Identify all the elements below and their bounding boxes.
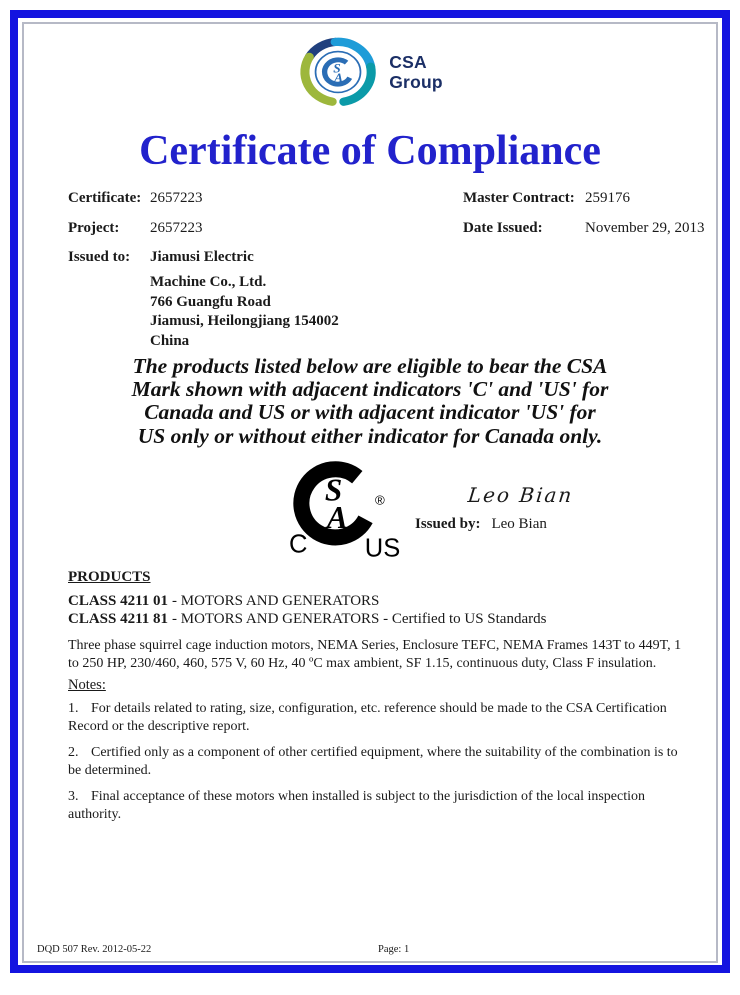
- note-text: Certified only as a component of other certified equipment, where the suitability of the combination is to be determined.: [68, 745, 678, 778]
- logo-monogram-a: A: [334, 71, 344, 86]
- note-text: For details related to rating, size, configuration, etc. reference should be made to the CSA Certification Record or the descriptive report.: [68, 701, 667, 734]
- project-value: 2657223: [150, 220, 203, 236]
- signature: Leo Bian: [466, 483, 575, 507]
- mark-c-indicator: C: [289, 530, 308, 559]
- mark-monogram-a: A: [326, 499, 348, 535]
- footer-page-number: Page: 1: [378, 944, 410, 955]
- eligibility-statement: [0, 355, 740, 448]
- class-code: CLASS 4211 01: [68, 593, 169, 609]
- product-class-row: [68, 593, 379, 610]
- note-number: 1.: [68, 701, 79, 716]
- address-line: 766 Guangfu Road: [150, 293, 271, 310]
- address-line: Machine Co., Ltd.: [150, 274, 267, 290]
- logo-text-line2: Group: [389, 72, 443, 92]
- issued-by-row: [415, 516, 547, 533]
- csa-group-logo-text: [389, 52, 443, 92]
- csa-group-logo: [0, 36, 740, 108]
- statement-line: Canada and US or with adjacent indicator 'US' for: [144, 400, 596, 425]
- note-text: Final acceptance of these motors when installed is subject to the jurisdiction of the local inspection authority.: [68, 789, 646, 822]
- statement-line: Mark shown with adjacent indicators 'C' and 'US' for: [131, 377, 609, 402]
- address-line: China: [150, 332, 190, 349]
- certificate-number-value: 2657223: [150, 190, 203, 206]
- certificate-number-label: Certificate:: [68, 190, 142, 206]
- issued-by-value: Leo Bian: [491, 516, 547, 532]
- mark-us-indicator: US: [364, 534, 401, 562]
- logo-text-line1: CSA: [389, 52, 427, 72]
- master-contract-value: 259176: [585, 190, 630, 206]
- csa-cus-mark-icon: [281, 456, 405, 562]
- statement-line: The products listed below are eligible to bear the CSA: [132, 354, 608, 378]
- class-code: CLASS 4211 81: [68, 611, 169, 627]
- notes-heading: Notes:: [68, 677, 106, 693]
- date-issued-value: November 29, 2013: [585, 220, 705, 236]
- class-description: - MOTORS AND GENERATORS - Certified to US Standards: [172, 611, 547, 627]
- project-label: Project:: [68, 220, 120, 236]
- page-title: Certificate of Compliance: [139, 128, 601, 174]
- product-description: Three phase squirrel cage induction motors, NEMA Series, Enclosure TEFC, NEMA Frames 143T to 449T, 1 to 250 HP, 230/460, 460, 575 V, 60 Hz, 40 ºC max ambient, SF 1.15, continuous duty, Class F insulation.: [68, 638, 682, 671]
- mark-monogram-s: S: [324, 472, 343, 508]
- product-class-row: [68, 611, 546, 628]
- issued-to-address: [150, 273, 339, 351]
- footer-document-ref: DQD 507 Rev. 2012-05-22: [37, 944, 152, 955]
- master-contract-label: Master Contract:: [463, 190, 575, 206]
- note-item: [68, 744, 688, 779]
- note-item: [68, 788, 688, 823]
- note-item: [68, 700, 688, 735]
- issued-to-label: Issued to:: [68, 249, 131, 265]
- issued-to-name: Jiamusi Electric: [150, 249, 254, 265]
- products-heading: PRODUCTS: [68, 569, 151, 585]
- date-issued-label: Date Issued:: [463, 220, 543, 236]
- registered-trademark-icon: ®: [375, 492, 385, 508]
- statement-line: US only or without either indicator for Canada only.: [137, 423, 603, 448]
- issued-by-label: Issued by:: [415, 516, 481, 532]
- note-number: 2.: [68, 745, 79, 760]
- note-number: 3.: [68, 789, 79, 804]
- class-description: - MOTORS AND GENERATORS: [172, 593, 380, 609]
- logo-monogram-s: S: [333, 62, 341, 76]
- csa-group-globe-icon: [297, 36, 380, 108]
- address-line: Jiamusi, Heilongjiang 154002: [150, 313, 339, 329]
